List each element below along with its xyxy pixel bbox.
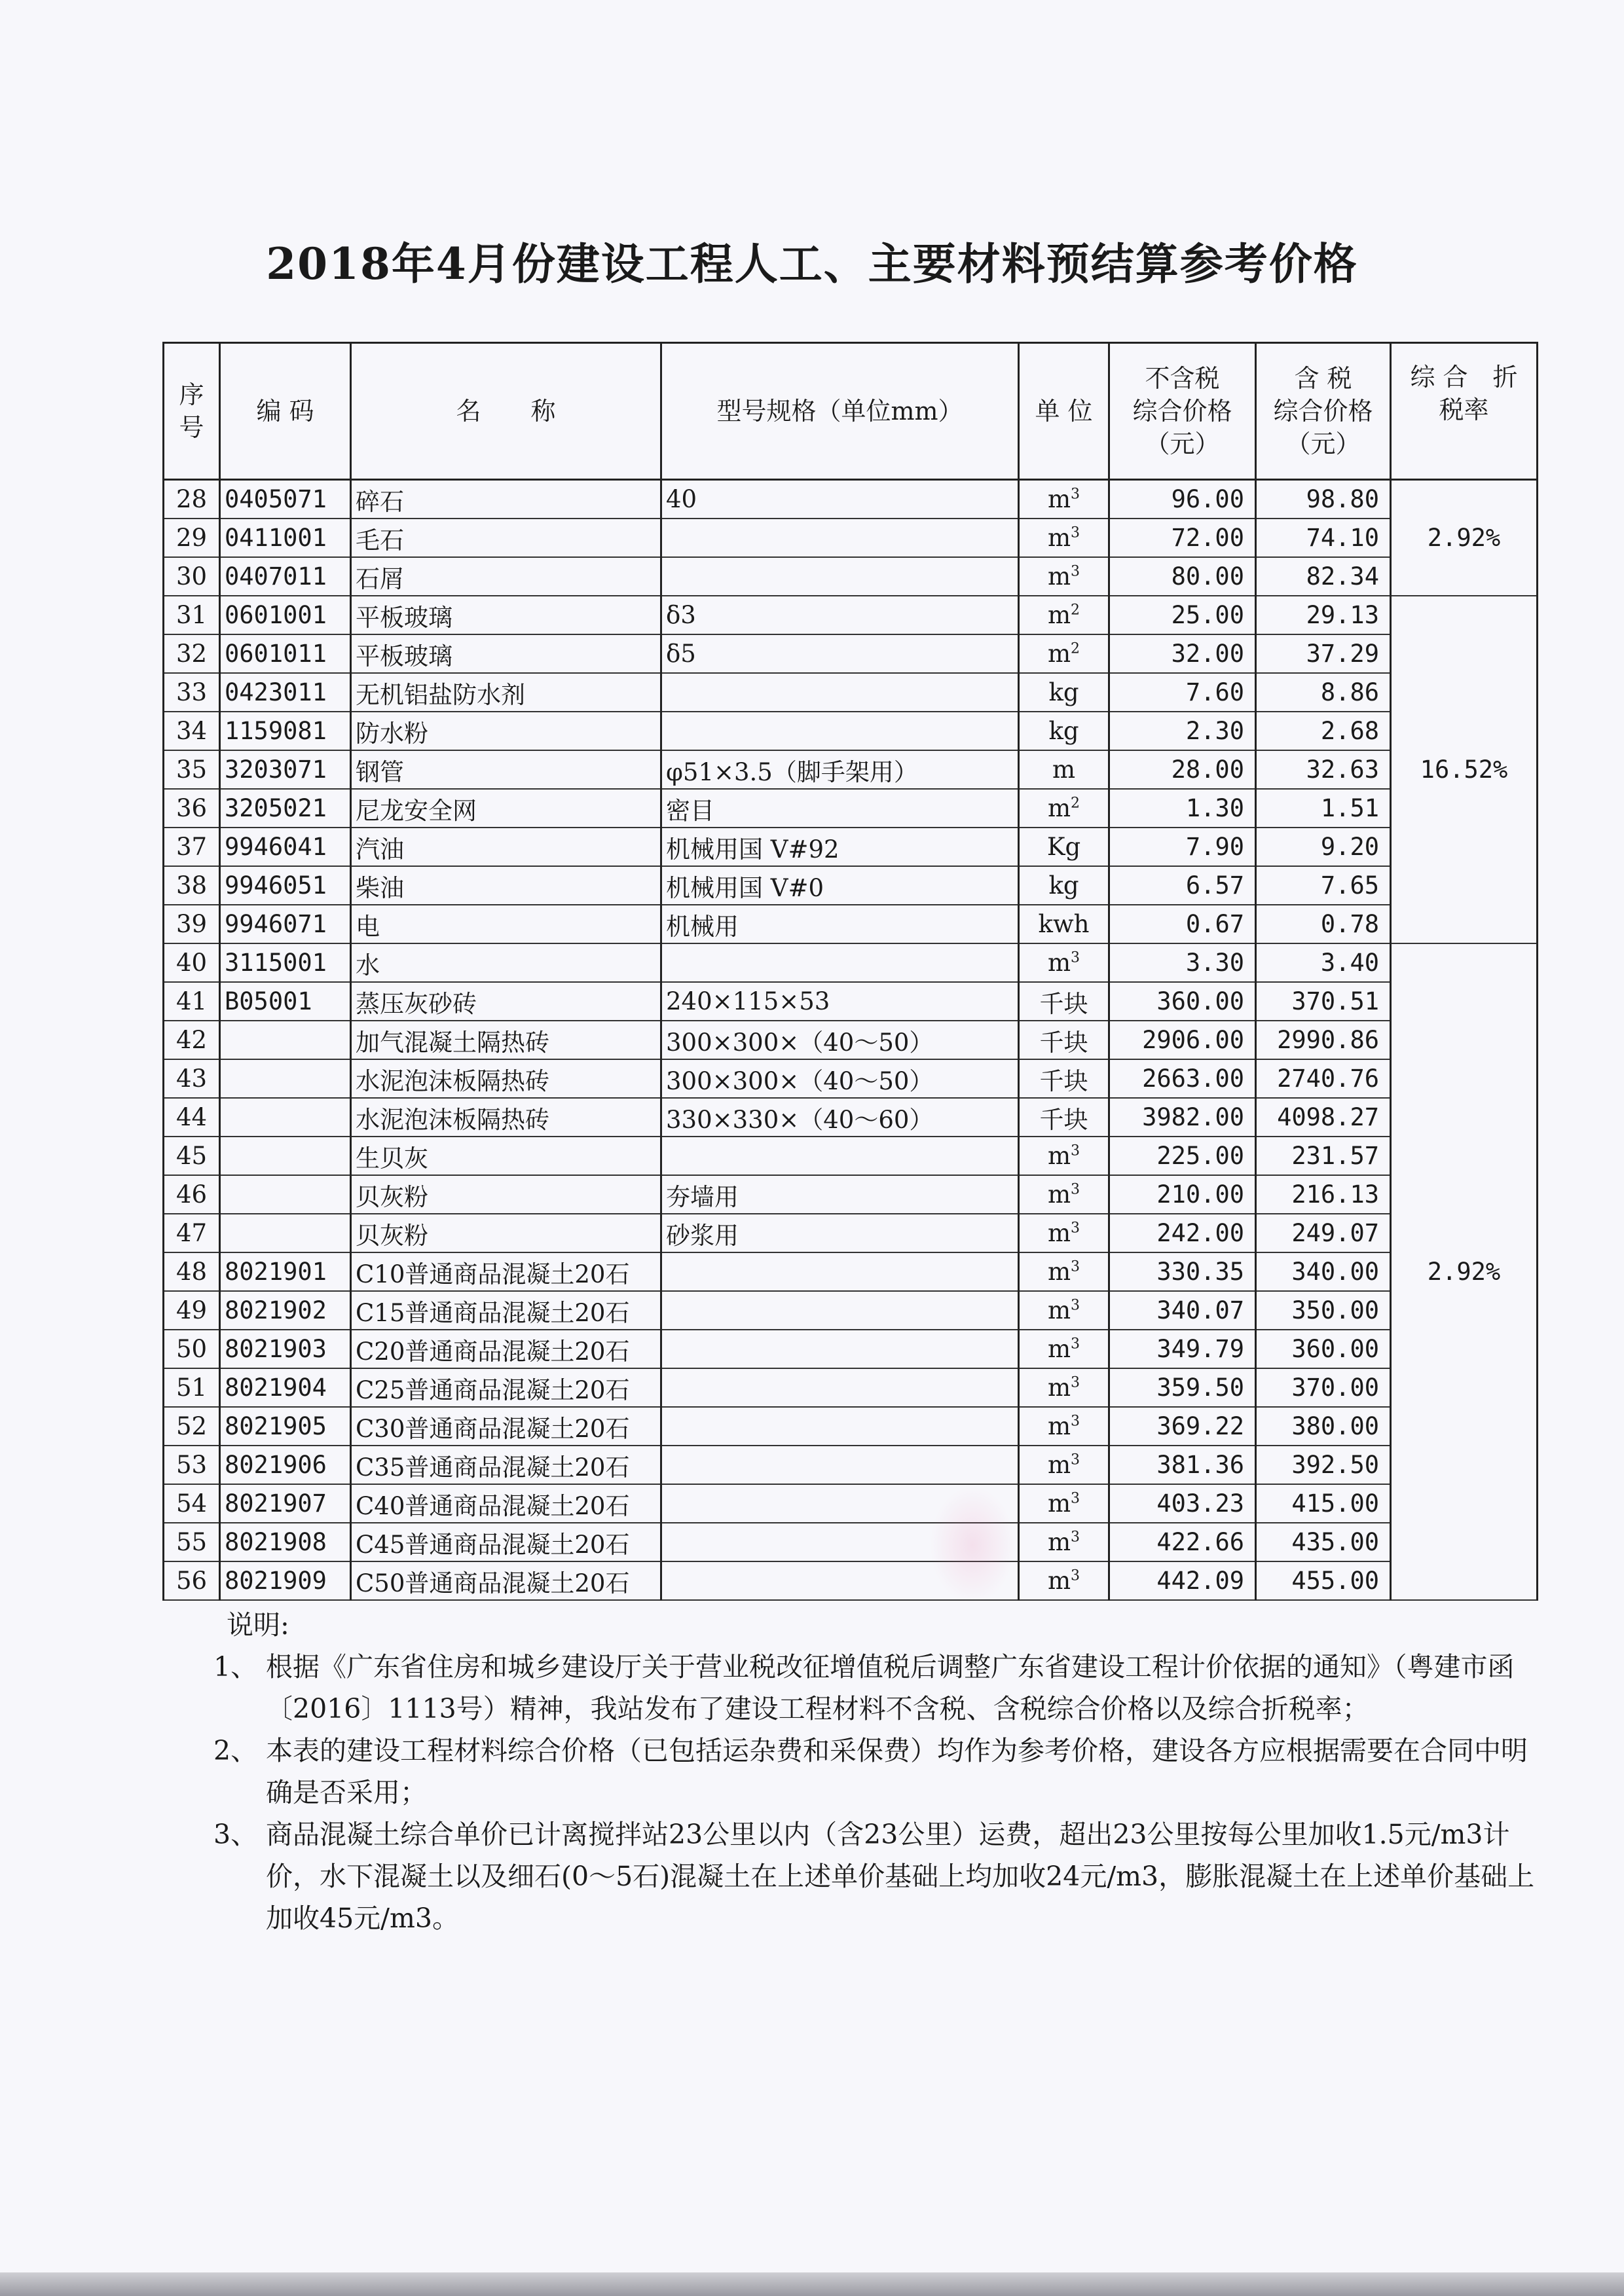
header-name: 名 称 xyxy=(351,343,661,480)
row-spec xyxy=(661,712,1019,750)
row-seq: 34 xyxy=(164,712,220,750)
table-row xyxy=(164,480,1538,519)
note-text: 本表的建设工程材料综合价格（已包括运杂费和采保费）均作为参考价格，建设各方应根据需要在合同中明确是否采用； xyxy=(266,1735,1528,1808)
table-row xyxy=(164,1059,1538,1098)
row-unit: Kg xyxy=(1019,828,1109,866)
row-unit: kg xyxy=(1019,673,1109,712)
table-row xyxy=(164,905,1538,943)
row-code: 8021901 xyxy=(220,1252,351,1291)
row-spec: 300×300×（40～50） xyxy=(661,1021,1019,1059)
row-unit: $m^3$ xyxy=(1019,1137,1109,1175)
row-seq: 44 xyxy=(164,1098,220,1137)
row-name: 汽油 xyxy=(351,828,661,866)
row-unit: $m^2$ xyxy=(1019,596,1109,634)
row-name: C15普通商品混凝土20石 xyxy=(351,1291,661,1330)
row-unit: $m^3$ xyxy=(1019,557,1109,596)
row-price-ex-tax: 0.67 xyxy=(1109,905,1256,943)
note-item xyxy=(213,1646,1536,1730)
scan-edge xyxy=(0,2272,1624,2296)
faint-stamp-mark xyxy=(930,1486,1015,1604)
row-seq: 32 xyxy=(164,634,220,673)
row-seq: 28 xyxy=(164,480,220,519)
row-price-inc-tax: 455.00 xyxy=(1256,1561,1391,1600)
row-unit: $m^3$ xyxy=(1019,1330,1109,1368)
note-item xyxy=(213,1813,1536,1939)
row-name: 生贝灰 xyxy=(351,1137,661,1175)
row-code: 3205021 xyxy=(220,789,351,828)
row-code xyxy=(220,1175,351,1214)
row-seq: 38 xyxy=(164,866,220,905)
row-price-ex-tax: 349.79 xyxy=(1109,1330,1256,1368)
row-price-inc-tax: 8.86 xyxy=(1256,673,1391,712)
row-seq: 52 xyxy=(164,1407,220,1446)
row-name: 加气混凝土隔热砖 xyxy=(351,1021,661,1059)
notes-section xyxy=(213,1604,1536,1939)
row-name: C50普通商品混凝土20石 xyxy=(351,1561,661,1600)
row-price-inc-tax: 360.00 xyxy=(1256,1330,1391,1368)
row-name: 尼龙安全网 xyxy=(351,789,661,828)
row-price-inc-tax: 380.00 xyxy=(1256,1407,1391,1446)
row-code xyxy=(220,1021,351,1059)
row-price-ex-tax: 381.36 xyxy=(1109,1446,1256,1484)
row-price-inc-tax: 392.50 xyxy=(1256,1446,1391,1484)
row-code: 0601001 xyxy=(220,596,351,634)
row-price-ex-tax: 369.22 xyxy=(1109,1407,1256,1446)
row-price-ex-tax: 72.00 xyxy=(1109,519,1256,557)
row-name: 防水粉 xyxy=(351,712,661,750)
row-name: 水泥泡沫板隔热砖 xyxy=(351,1098,661,1137)
row-unit: kg xyxy=(1019,712,1109,750)
note-text: 根据《广东省住房和城乡建设厅关于营业税改征增值税后调整广东省建设工程计价依据的通知》（粤建市函〔2016〕1113号）精神，我站发布了建设工程材料不含税、含税综合价格以及综合折税率； xyxy=(266,1651,1515,1724)
row-unit: $m^3$ xyxy=(1019,943,1109,982)
row-code: 0407011 xyxy=(220,557,351,596)
row-name: C20普通商品混凝土20石 xyxy=(351,1330,661,1368)
table-row xyxy=(164,557,1538,596)
header-rate: 综 合 折 税率 xyxy=(1391,343,1538,480)
row-price-ex-tax: 422.66 xyxy=(1109,1523,1256,1561)
row-spec: δ5 xyxy=(661,634,1019,673)
row-price-inc-tax: 0.78 xyxy=(1256,905,1391,943)
rate-cell: 2.92% xyxy=(1391,480,1538,596)
row-seq: 37 xyxy=(164,828,220,866)
row-price-ex-tax: 2906.00 xyxy=(1109,1021,1256,1059)
row-price-inc-tax: 216.13 xyxy=(1256,1175,1391,1214)
table-row xyxy=(164,634,1538,673)
row-price-inc-tax: 231.57 xyxy=(1256,1137,1391,1175)
row-price-inc-tax: 249.07 xyxy=(1256,1214,1391,1252)
table-row xyxy=(164,1021,1538,1059)
table-row xyxy=(164,519,1538,557)
table-row xyxy=(164,866,1538,905)
row-name: 碎石 xyxy=(351,480,661,519)
row-code: 8021908 xyxy=(220,1523,351,1561)
row-unit: $m^3$ xyxy=(1019,1175,1109,1214)
row-price-ex-tax: 2663.00 xyxy=(1109,1059,1256,1098)
row-unit: 千块 xyxy=(1019,1098,1109,1137)
row-price-ex-tax: 3982.00 xyxy=(1109,1098,1256,1137)
row-price-inc-tax: 370.51 xyxy=(1256,982,1391,1021)
row-price-inc-tax: 37.29 xyxy=(1256,634,1391,673)
row-spec: 300×300×（40～50） xyxy=(661,1059,1019,1098)
table-row xyxy=(164,982,1538,1021)
row-price-inc-tax: 74.10 xyxy=(1256,519,1391,557)
row-code: 8021903 xyxy=(220,1330,351,1368)
row-name: 钢管 xyxy=(351,750,661,789)
row-name: 平板玻璃 xyxy=(351,596,661,634)
row-code xyxy=(220,1059,351,1098)
row-code: 8021906 xyxy=(220,1446,351,1484)
row-seq: 56 xyxy=(164,1561,220,1600)
row-seq: 33 xyxy=(164,673,220,712)
row-price-inc-tax: 350.00 xyxy=(1256,1291,1391,1330)
row-spec xyxy=(661,1407,1019,1446)
row-name: C30普通商品混凝土20石 xyxy=(351,1407,661,1446)
row-code xyxy=(220,1214,351,1252)
note-number: 3、 xyxy=(213,1819,258,1850)
row-unit: $m^2$ xyxy=(1019,789,1109,828)
row-code: 9946071 xyxy=(220,905,351,943)
row-name: 毛石 xyxy=(351,519,661,557)
row-price-ex-tax: 6.57 xyxy=(1109,866,1256,905)
row-seq: 49 xyxy=(164,1291,220,1330)
row-unit: $m^3$ xyxy=(1019,1214,1109,1252)
row-price-inc-tax: 3.40 xyxy=(1256,943,1391,982)
row-unit: kg xyxy=(1019,866,1109,905)
row-unit: $m^3$ xyxy=(1019,1407,1109,1446)
table-row xyxy=(164,943,1538,982)
row-price-inc-tax: 4098.27 xyxy=(1256,1098,1391,1137)
row-name: 石屑 xyxy=(351,557,661,596)
row-code: 0423011 xyxy=(220,673,351,712)
row-spec xyxy=(661,673,1019,712)
row-code xyxy=(220,1137,351,1175)
row-seq: 48 xyxy=(164,1252,220,1291)
row-spec: 40 xyxy=(661,480,1019,519)
row-name: C45普通商品混凝土20石 xyxy=(351,1523,661,1561)
row-spec xyxy=(661,1137,1019,1175)
row-seq: 45 xyxy=(164,1137,220,1175)
header-spec: 型号规格（单位mm） xyxy=(661,343,1019,480)
row-spec: 夯墙用 xyxy=(661,1175,1019,1214)
row-spec xyxy=(661,519,1019,557)
row-spec: 机械用 xyxy=(661,905,1019,943)
row-price-inc-tax: 1.51 xyxy=(1256,789,1391,828)
row-seq: 53 xyxy=(164,1446,220,1484)
table-row xyxy=(164,1368,1538,1407)
row-price-ex-tax: 80.00 xyxy=(1109,557,1256,596)
row-price-ex-tax: 3.30 xyxy=(1109,943,1256,982)
row-price-ex-tax: 32.00 xyxy=(1109,634,1256,673)
row-price-ex-tax: 7.60 xyxy=(1109,673,1256,712)
row-unit: kwh xyxy=(1019,905,1109,943)
row-name: 蒸压灰砂砖 xyxy=(351,982,661,1021)
header-seq: 序 号 xyxy=(164,343,220,480)
row-price-ex-tax: 340.07 xyxy=(1109,1291,1256,1330)
row-price-inc-tax: 2990.86 xyxy=(1256,1021,1391,1059)
row-price-inc-tax: 32.63 xyxy=(1256,750,1391,789)
row-unit: $m^3$ xyxy=(1019,1252,1109,1291)
table-row xyxy=(164,1175,1538,1214)
row-code: 8021909 xyxy=(220,1561,351,1600)
row-price-ex-tax: 403.23 xyxy=(1109,1484,1256,1523)
row-seq: 46 xyxy=(164,1175,220,1214)
row-unit: 千块 xyxy=(1019,982,1109,1021)
row-spec xyxy=(661,1368,1019,1407)
row-code: 8021904 xyxy=(220,1368,351,1407)
row-spec: 330×330×（40～60） xyxy=(661,1098,1019,1137)
row-price-inc-tax: 9.20 xyxy=(1256,828,1391,866)
row-price-inc-tax: 2.68 xyxy=(1256,712,1391,750)
row-price-ex-tax: 96.00 xyxy=(1109,480,1256,519)
row-seq: 39 xyxy=(164,905,220,943)
row-unit: $m^2$ xyxy=(1019,634,1109,673)
note-number: 1、 xyxy=(213,1651,258,1683)
row-code: 8021907 xyxy=(220,1484,351,1523)
row-seq: 55 xyxy=(164,1523,220,1561)
row-code: 9946051 xyxy=(220,866,351,905)
row-price-inc-tax: 415.00 xyxy=(1256,1484,1391,1523)
row-price-ex-tax: 25.00 xyxy=(1109,596,1256,634)
row-price-ex-tax: 330.35 xyxy=(1109,1252,1256,1291)
row-price-inc-tax: 82.34 xyxy=(1256,557,1391,596)
row-seq: 54 xyxy=(164,1484,220,1523)
note-item xyxy=(213,1730,1536,1813)
row-name: C25普通商品混凝土20石 xyxy=(351,1368,661,1407)
row-name: C40普通商品混凝土20石 xyxy=(351,1484,661,1523)
row-name: 水 xyxy=(351,943,661,982)
row-code: 3115001 xyxy=(220,943,351,982)
row-unit: m xyxy=(1019,750,1109,789)
row-price-ex-tax: 242.00 xyxy=(1109,1214,1256,1252)
row-price-inc-tax: 370.00 xyxy=(1256,1368,1391,1407)
table-row xyxy=(164,789,1538,828)
row-price-inc-tax: 29.13 xyxy=(1256,596,1391,634)
row-name: 柴油 xyxy=(351,866,661,905)
row-spec: δ3 xyxy=(661,596,1019,634)
table-row xyxy=(164,1252,1538,1291)
row-code: 9946041 xyxy=(220,828,351,866)
notes-heading: 说明: xyxy=(227,1609,289,1641)
row-code xyxy=(220,1098,351,1137)
row-seq: 29 xyxy=(164,519,220,557)
header-price-ex-tax: 不含税 综合价格 （元） xyxy=(1109,343,1256,480)
page-title: 2018年4月份建设工程人工、主要材料预结算参考价格 xyxy=(266,238,1358,289)
table-header-row xyxy=(164,343,1538,480)
table-row xyxy=(164,1484,1538,1523)
row-unit: $m^3$ xyxy=(1019,1368,1109,1407)
row-price-ex-tax: 210.00 xyxy=(1109,1175,1256,1214)
table-row xyxy=(164,712,1538,750)
header-price-inc-tax: 含 税 综合价格 （元） xyxy=(1256,343,1391,480)
row-spec: φ51×3.5（脚手架用） xyxy=(661,750,1019,789)
row-spec xyxy=(661,943,1019,982)
rate-cell: 16.52% xyxy=(1391,596,1538,943)
row-name: 贝灰粉 xyxy=(351,1175,661,1214)
row-seq: 41 xyxy=(164,982,220,1021)
table-row xyxy=(164,596,1538,634)
row-price-ex-tax: 360.00 xyxy=(1109,982,1256,1021)
row-price-inc-tax: 2740.76 xyxy=(1256,1059,1391,1098)
row-price-inc-tax: 340.00 xyxy=(1256,1252,1391,1291)
row-name: C35普通商品混凝土20石 xyxy=(351,1446,661,1484)
row-name: 平板玻璃 xyxy=(351,634,661,673)
row-seq: 40 xyxy=(164,943,220,982)
table-body xyxy=(164,480,1538,1601)
row-seq: 35 xyxy=(164,750,220,789)
row-spec: 砂浆用 xyxy=(661,1214,1019,1252)
row-unit: $m^3$ xyxy=(1019,1291,1109,1330)
table-row xyxy=(164,1523,1538,1561)
row-seq: 36 xyxy=(164,789,220,828)
row-seq: 51 xyxy=(164,1368,220,1407)
row-code: 0405071 xyxy=(220,480,351,519)
table-row xyxy=(164,1561,1538,1600)
table-row xyxy=(164,750,1538,789)
row-price-inc-tax: 435.00 xyxy=(1256,1523,1391,1561)
row-code: B05001 xyxy=(220,982,351,1021)
row-name: 无机铝盐防水剂 xyxy=(351,673,661,712)
row-spec: 机械用国 V#92 xyxy=(661,828,1019,866)
table-row xyxy=(164,1098,1538,1137)
table-row xyxy=(164,1407,1538,1446)
note-number: 2、 xyxy=(213,1735,258,1766)
row-name: C10普通商品混凝土20石 xyxy=(351,1252,661,1291)
table-row xyxy=(164,673,1538,712)
table-row xyxy=(164,1330,1538,1368)
row-spec xyxy=(661,1446,1019,1484)
row-price-ex-tax: 225.00 xyxy=(1109,1137,1256,1175)
row-unit: 千块 xyxy=(1019,1021,1109,1059)
table-row xyxy=(164,1214,1538,1252)
header-code: 编 码 xyxy=(220,343,351,480)
row-price-ex-tax: 2.30 xyxy=(1109,712,1256,750)
row-code: 8021905 xyxy=(220,1407,351,1446)
row-code: 0601011 xyxy=(220,634,351,673)
row-spec: 240×115×53 xyxy=(661,982,1019,1021)
row-price-ex-tax: 359.50 xyxy=(1109,1368,1256,1407)
row-seq: 43 xyxy=(164,1059,220,1098)
table-row xyxy=(164,828,1538,866)
row-code: 0411001 xyxy=(220,519,351,557)
row-price-ex-tax: 28.00 xyxy=(1109,750,1256,789)
row-name: 电 xyxy=(351,905,661,943)
table-row xyxy=(164,1137,1538,1175)
row-spec xyxy=(661,1291,1019,1330)
row-seq: 42 xyxy=(164,1021,220,1059)
price-table xyxy=(162,342,1538,1601)
row-seq: 50 xyxy=(164,1330,220,1368)
row-seq: 47 xyxy=(164,1214,220,1252)
row-spec xyxy=(661,1252,1019,1291)
note-text: 商品混凝土综合单价已计离搅拌站23公里以内（含23公里）运费，超出23公里按每公里加收1.5元/m3计价，水下混凝土以及细石(0～5石)混凝土在上述单价基础上均加收24元/m3，膨胀混凝土在上述单价基础上加收45元/m3。 xyxy=(266,1819,1535,1934)
row-spec xyxy=(661,1330,1019,1368)
row-unit: $m^3$ xyxy=(1019,480,1109,519)
row-price-inc-tax: 98.80 xyxy=(1256,480,1391,519)
row-price-inc-tax: 7.65 xyxy=(1256,866,1391,905)
row-unit: $m^3$ xyxy=(1019,1523,1109,1561)
header-unit: 单 位 xyxy=(1019,343,1109,480)
row-unit: $m^3$ xyxy=(1019,519,1109,557)
row-spec xyxy=(661,557,1019,596)
row-seq: 30 xyxy=(164,557,220,596)
row-name: 水泥泡沫板隔热砖 xyxy=(351,1059,661,1098)
row-price-ex-tax: 7.90 xyxy=(1109,828,1256,866)
row-unit: $m^3$ xyxy=(1019,1561,1109,1600)
row-code: 8021902 xyxy=(220,1291,351,1330)
row-spec: 机械用国 V#0 xyxy=(661,866,1019,905)
row-code: 1159081 xyxy=(220,712,351,750)
row-price-ex-tax: 1.30 xyxy=(1109,789,1256,828)
row-spec: 密目 xyxy=(661,789,1019,828)
row-unit: $m^3$ xyxy=(1019,1446,1109,1484)
row-code: 3203071 xyxy=(220,750,351,789)
table-row xyxy=(164,1446,1538,1484)
table-row xyxy=(164,1291,1538,1330)
row-price-ex-tax: 442.09 xyxy=(1109,1561,1256,1600)
row-name: 贝灰粉 xyxy=(351,1214,661,1252)
rate-cell: 2.92% xyxy=(1391,943,1538,1600)
row-seq: 31 xyxy=(164,596,220,634)
row-unit: $m^3$ xyxy=(1019,1484,1109,1523)
row-unit: 千块 xyxy=(1019,1059,1109,1098)
